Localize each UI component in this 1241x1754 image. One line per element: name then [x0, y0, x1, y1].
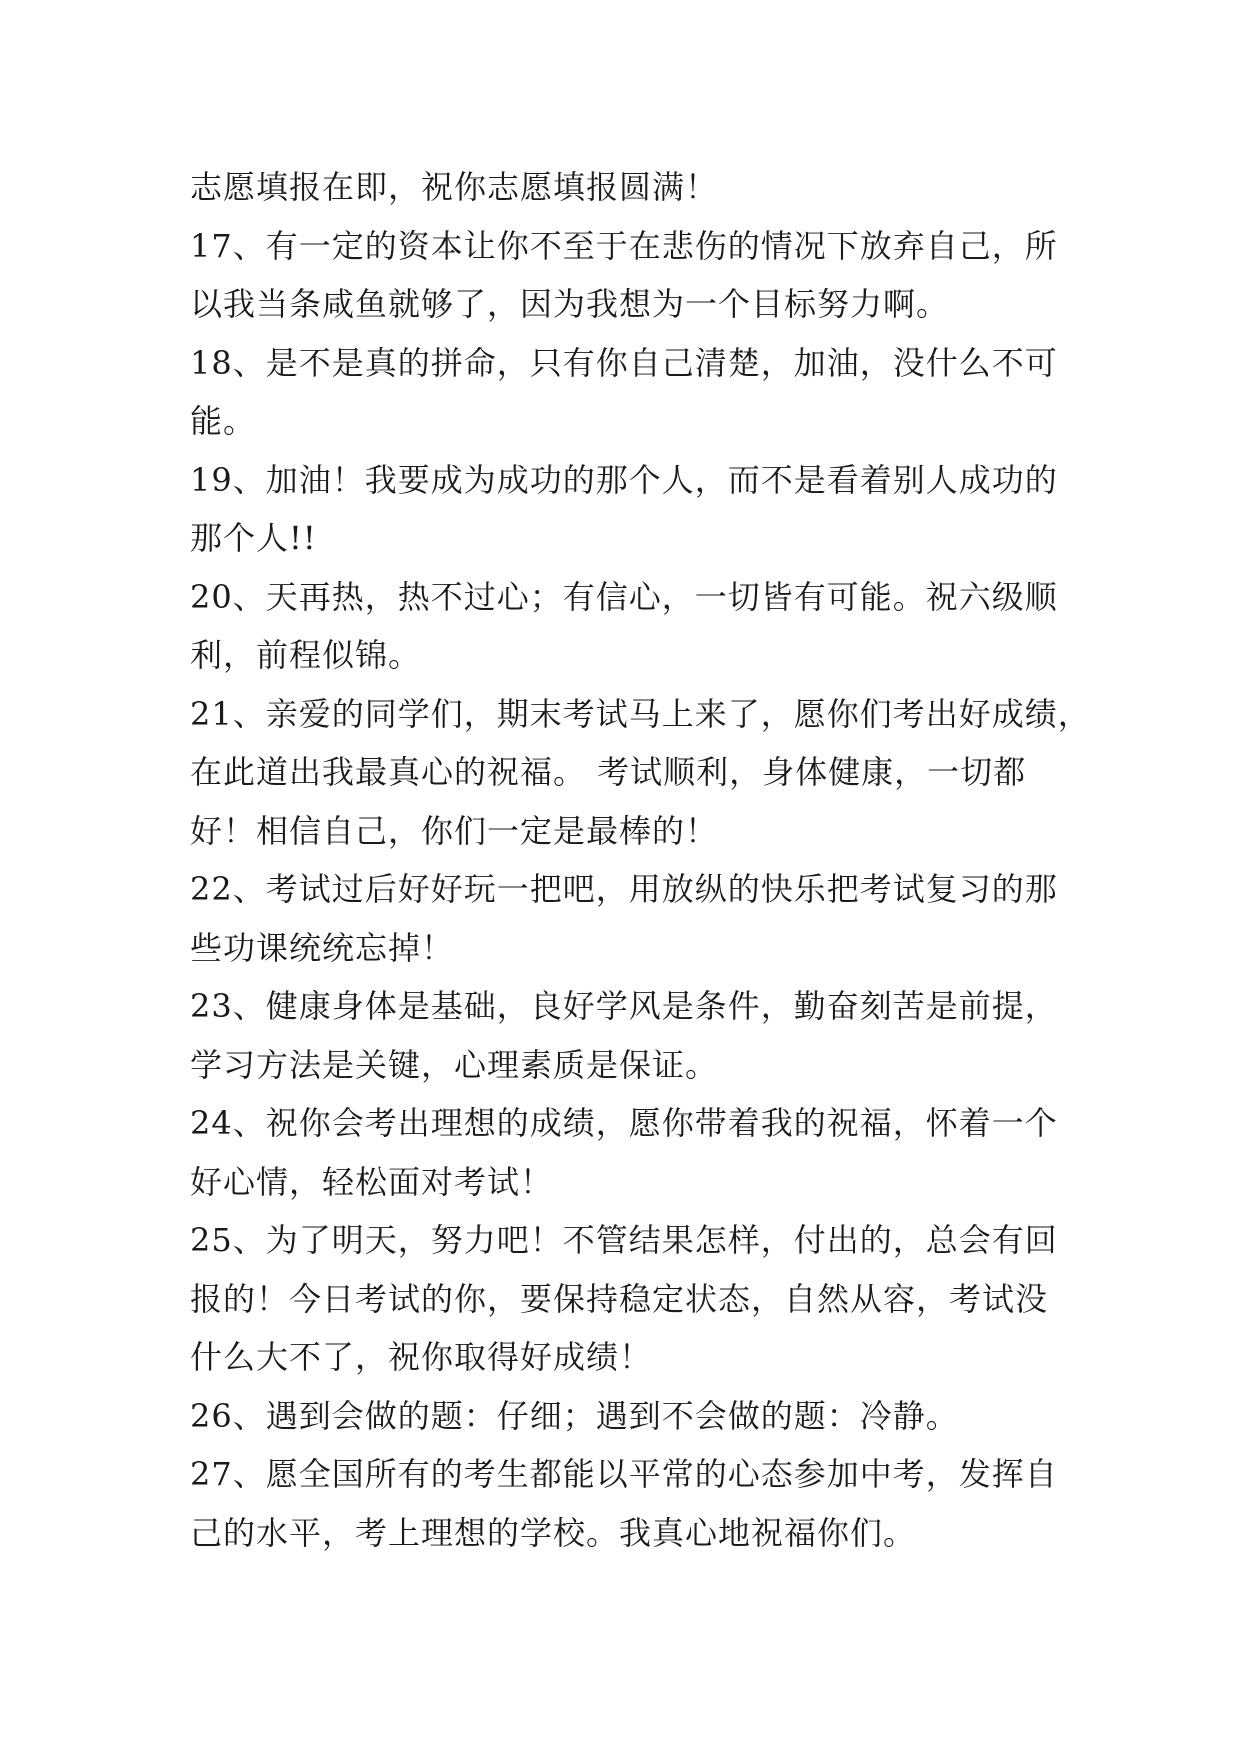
text-line: 24、祝你会考出理想的成绩，愿你带着我的祝福，怀着一个 — [190, 1104, 1058, 1142]
text-line: 23、健康身体是基础，良好学风是条件，勤奋刻苦是前提， — [190, 987, 1058, 1025]
text-line: 27、愿全国所有的考生都能以平常的心态参加中考，发挥自 — [190, 1455, 1058, 1493]
text-line: 利，前程似锦。 — [190, 636, 422, 674]
text-line: 20、天再热，热不过心；有信心，一切皆有可能。祝六级顺 — [190, 577, 1058, 616]
text-line: 那个人!! — [190, 519, 317, 557]
document-body — [190, 158, 1091, 1562]
text-line: 19、加油！我要成为成功的那个人，而不是看着别人成功的 — [190, 460, 1058, 499]
text-line: 些功课统统忘掉！ — [190, 928, 455, 967]
text-line: 志愿填报在即，祝你志愿填报圆满！ — [190, 168, 719, 206]
text-line: 在此道出我最真心的祝福。 考试顺利，身体健康，一切都 — [190, 753, 1027, 791]
text-line: 18、是不是真的拼命，只有你自己清楚，加油，没什么不可 — [190, 343, 1058, 382]
text-line: 22、考试过后好好玩一把吧，用放纵的快乐把考试复习的那 — [190, 870, 1058, 908]
text-line: 好！相信自己，你们一定是最棒的！ — [190, 811, 719, 850]
text-line: 报的！今日考试的你，要保持稳定状态，自然从容，考试没 — [190, 1279, 1049, 1318]
text-line: 能。 — [190, 402, 257, 440]
text-line: 己的水平，考上理想的学校。我真心地祝福你们。 — [190, 1513, 917, 1552]
text-line: 学习方法是关键，心理素质是保证。 — [190, 1045, 719, 1084]
text-line: 26、遇到会做的题：仔细；遇到不会做的题：冷静。 — [190, 1396, 959, 1435]
text-line: 21、亲爱的同学们，期末考试马上来了，愿你们考出好成绩， — [190, 694, 1091, 733]
text-line: 好心情，轻松面对考试！ — [190, 1162, 554, 1201]
text-line: 以我当条咸鱼就够了，因为我想为一个目标努力啊。 — [190, 285, 950, 323]
text-line: 25、为了明天，努力吧！不管结果怎样，付出的，总会有回 — [190, 1221, 1058, 1259]
text-line: 什么大不了，祝你取得好成绩！ — [190, 1338, 653, 1376]
text-line: 17、有一定的资本让你不至于在悲伤的情况下放弃自己，所 — [190, 226, 1058, 265]
